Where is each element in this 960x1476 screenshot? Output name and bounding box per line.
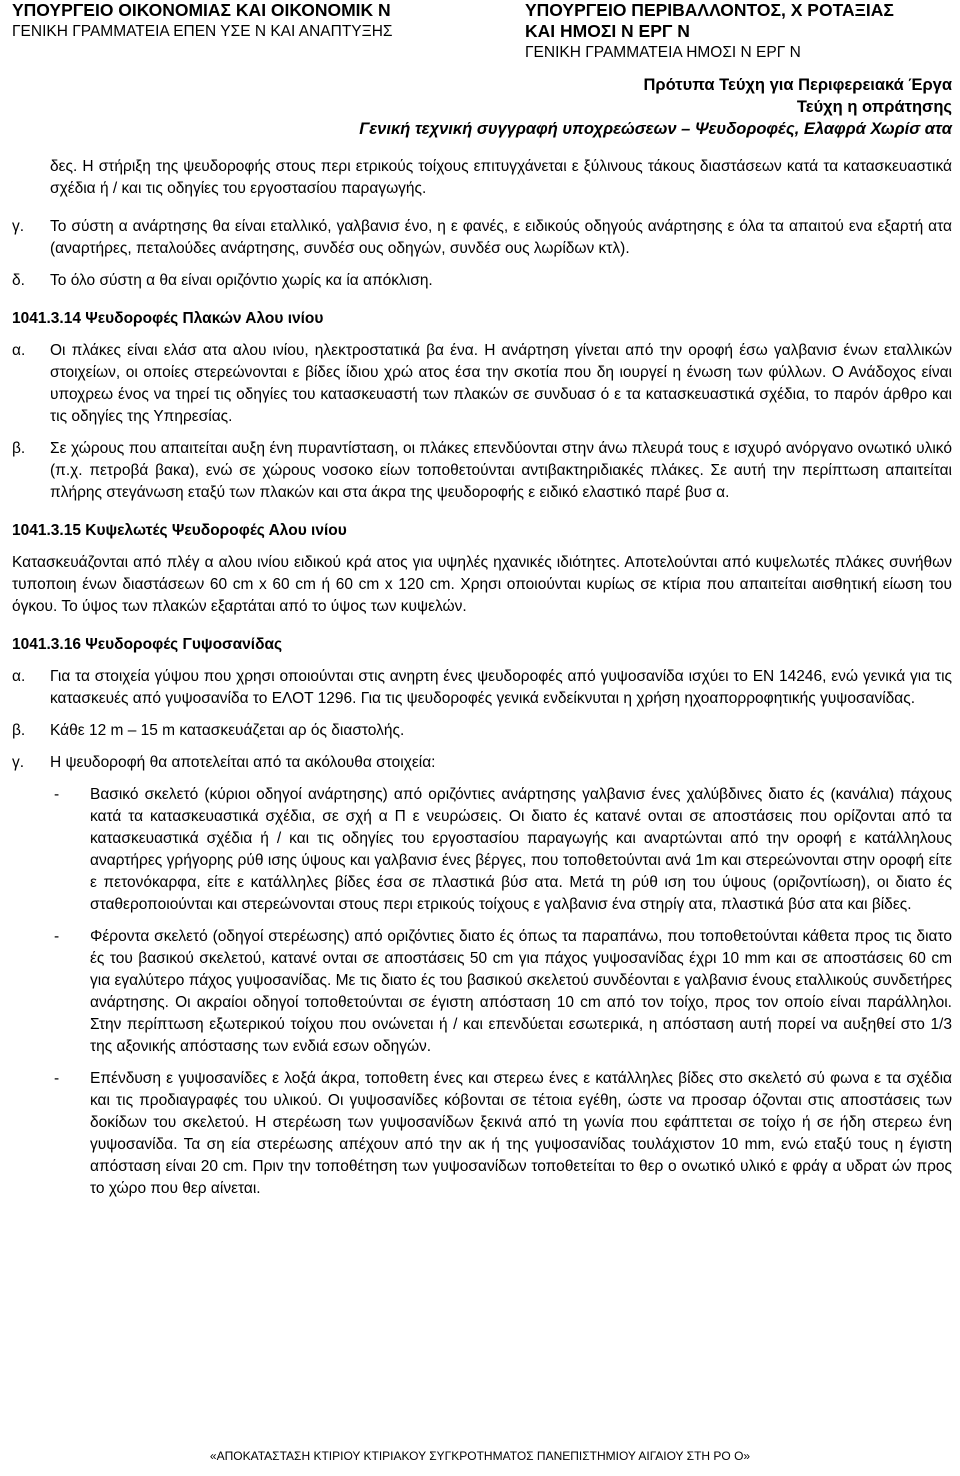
item-label: γ.	[12, 218, 25, 235]
list-item	[12, 438, 952, 504]
section-heading: 1041.3.16 Ψευδοροφές Γυψοσανίδας	[12, 636, 283, 653]
item-label: γ.	[12, 754, 25, 771]
dash-label: -	[54, 928, 60, 945]
dash-label: -	[54, 786, 60, 803]
doc-line-3: Γενική τεχνική συγγραφή υποχρεώσεων – Ψευδοροφές, Ελαφρά Χωρίσ ατα	[359, 120, 952, 138]
list-item	[12, 666, 952, 710]
document-subheader	[359, 74, 952, 140]
item-text: Η ψευδοροφή θα αποτελείται από τα ακόλουθα στοιχεία:	[50, 754, 436, 771]
section-heading: 1041.3.15 Κυψελωτές Ψευδοροφές Αλου ινίου	[12, 522, 347, 539]
dash-label: -	[54, 1070, 60, 1087]
doc-line-2: Τεύχη η οπράτησης	[796, 98, 952, 116]
list-item	[12, 216, 952, 260]
header-right-title-2: ΚΑΙ ΗΜΟΣΙ Ν ΕΡΓ Ν	[525, 21, 690, 41]
header-right	[525, 0, 955, 64]
dash-text: Φέροντα σκελετό (οδηγοί στερέωσης) από οριζόντιες διατο ές όπως τα παραπάνω, που τοποθετούνται κάθετα προς τις διατο ές του βασικού σκελετού, κατανέ ονται σε αποστάσεις 50 cm για πάχος γυψοσανίδας έχρι 10 mm και σε αποστάσεις 60 cm για εγαλύτερο πάχος γυψοσανίδας. Με τις διατο ές του βασικού σκελετού συνδέονται ε γαλβανισ ένους εταλλικούς συνδετήρες ανάρτησης. Οι ακραίοι οδηγοί τοποθετούνται σε έγιστη απόσταση 10 cm από τον τοίχο, προς τον οποίο είναι παράλληλοι. Στην περίπτωση εξωτερικού τοίχου που ονώνεται ή / και επενδύεται εσωτερικά, η απόσταση αυτή πορεί να αυξηθεί στο 1/3 της αξονικής απόστασης των ενδιά εσων οδηγών.	[90, 928, 952, 1055]
list-item	[12, 270, 952, 292]
list-item	[12, 720, 952, 742]
header-left	[12, 0, 502, 43]
dash-text: Βασικό σκελετό (κύριοι οδηγοί ανάρτησης) από οριζόντιες ανάρτησης γαλβανισ ένες χαλύβδινες διατο ές (κανάλια) πάχους κατά τα κατασκευαστικά σχέδια, σε σχή α Π ε νευρώσεις. Οι διατο ές κατανέ ονται σε αποστάσεις που ορίζονται από τα κατασκευαστικά σχέδια ή / και τις οδηγίες του εργοστασίου παραγωγής και αναρτώνται από την οροφή ε κατάλληλους αναρτήρες γρήγορης ρύθ ισης ύψους και γαλβανισ ένες βέργες, που τοποθετούνται ανά 1m και στερεώνονται στην οροφή είτε ε πετονόκαρφα, είτε ε κατάλληλες βίδες έσα σε πλαστικά βύσ ατα. Μετά τη ρύθ ιση του ύψους (οριζοντίωση), οι διατο ές σταθεροποιούνται και στερεώνονται στους περι ετρικούς τοίχους ε γαλβανισ ένα στηρίγ ατα, πλαστικά βύσ ατα και βίδες.	[90, 786, 952, 913]
document-body	[12, 156, 952, 1200]
item-label: α.	[12, 668, 26, 685]
header-left-title: ΥΠΟΥΡΓΕΙΟ ΟΙΚΟΝΟΜΙΑΣ ΚΑΙ ΟΙΚΟΝΟΜΙΚ Ν	[12, 0, 391, 20]
item-text: Το όλο σύστη α θα είναι οριζόντιο χωρίς κα ία απόκλιση.	[50, 272, 433, 289]
header-right-title-1: ΥΠΟΥΡΓΕΙΟ ΠΕΡΙΒΑΛΛΟΝΤΟΣ, Χ ΡΟΤΑΞΙΑΣ	[525, 0, 894, 20]
dash-item	[12, 784, 952, 916]
item-label: β.	[12, 440, 26, 457]
header-right-subtitle: ΓΕΝΙΚΗ ΓΡΑΜΜΑΤΕΙΑ ΗΜΟΣΙ Ν ΕΡΓ Ν	[525, 44, 801, 61]
item-text: Σε χώρους που απαιτείται αυξη ένη πυραντίσταση, οι πλάκες επενδύονται στην άνω πλευρά τους ε ισχυρό ανόργανο ονωτικό υλικό (π.χ. πετροβά βακα), ενώ σε χώρους νοσοκο είων τοποθετούνται αντιβακτηριδιακές πλάκες. Σε αυτή την περίπτωση απαιτείται πλήρης στεγάνωση εταξύ των πλακών και στα άκρα της ψευδοροφής ε ειδικό ελαστικό παρέ βυσ α.	[50, 440, 952, 501]
page-footer: «ΑΠΟΚΑΤΑΣΤΑΣΗ ΚΤΙΡΙΟΥ ΚΤΙΡΙΑΚΟΥ ΣΥΓΚΡΟΤΗΜΑΤΟΣ ΠΑΝΕΠΙΣΤΗΜΙΟΥ ΑΙΓΑΙΟΥ ΣΤΗ ΡΟ Ο»	[209, 1449, 751, 1463]
section-paragraph: Κατασκευάζονται από πλέγ α αλου ινίου ειδικού κρά ατος για υψηλές ηχανικές ιδιότητες. Αποτελούνται από κυψελωτές πλάκες συνήθων τυποποιη ένων διαστάσεων 60 cm x 60 cm ή 60 cm x 120 cm. Χρησι οποιούνται κυρίως σε κτίρια που απαιτείται αισθητική είωση του όγκου. Το ύψος των πλακών εξαρτάται από το ύψος των κυψελών.	[12, 554, 952, 615]
list-item	[12, 340, 952, 428]
item-text: Για τα στοιχεία γύψου που χρησι οποιούνται στις ανηρτη ένες ψευδοροφές από γυψοσανίδα ισχύει το ΕΝ 14246, ενώ γενικά για τις κατασκευές από γυψοσανίδα το ΕΛΟΤ 1296. Για τις ψευδοροφές γενικά ενδείκνυται η χρήση ηχοαπορροφητικής γυψοσανίδας.	[50, 668, 952, 707]
item-text: Κάθε 12 m – 15 m κατασκευάζεται αρ ός διαστολής.	[50, 722, 405, 739]
intro-text: δες. Η στήριξη της ψευδοροφής στους περι ετρικούς τοίχους επιτυγχάνεται ε ξύλινους τάκους διαστάσεων κατά τα κατασκευαστικά σχέδια ή / και τις οδηγίες του εργοστασίου παραγωγής.	[50, 158, 952, 197]
item-text: Το σύστη α ανάρτησης θα είναι εταλλικό, γαλβανισ ένο, η ε φανές, ε ειδικούς οδηγούς ανάρτησης ε όλα τα απαιτού ενα εξαρτή ατα (αναρτήρες, πεταλούδες ανάρτησης, συνδέσ ους οδηγών, συνδέσ ους λωρίδων κτλ).	[50, 218, 952, 257]
doc-line-1: Πρότυπα Τεύχη για Περιφερειακά Έργα	[643, 76, 952, 94]
item-label: α.	[12, 342, 26, 359]
item-label: β.	[12, 722, 26, 739]
item-text: Οι πλάκες είναι ελάσ ατα αλου ινίου, ηλεκτροστατικά βα ένα. Η ανάρτηση γίνεται από την οροφή έσω γαλβανισ ένων εταλλικών στοιχείων, οι οποίες στερεώνονται ε βίδες ίδιου χρώ ατος έσα την σκοτία που δη ιουργεί η ένωση των φύλλων. Ο Ανάδοχος είναι υποχρεω ένος να τηρεί τις οδηγίες του κατασκευαστή των πλακών σε συνδυασ ό ε τα κατασκευαστικά σχέδια, το παρόν άρθρο και τις οδηγίες της Υπηρεσίας.	[50, 342, 952, 425]
list-item	[12, 752, 952, 774]
intro-paragraph	[12, 156, 952, 200]
dash-item	[12, 1068, 952, 1200]
header-left-subtitle: ΓΕΝΙΚΗ ΓΡΑΜΜΑΤΕΙΑ ΕΠΕΝ ΥΣΕ Ν ΚΑΙ ΑΝΑΠΤΥΞΗΣ	[12, 23, 393, 40]
item-label: δ.	[12, 272, 25, 289]
dash-text: Επένδυση ε γυψοσανίδες ε λοξά άκρα, τοποθετη ένες και στερεω ένες ε κατάλληλες βίδες στο σκελετό σύ φωνα ε τα σχέδια και τις προδιαγραφές του υλικού. Οι γυψοσανίδες κόβονται σε τέτοια εγέθη, ώστε να προσαρ όζονται στις αποστάσεις των δοκίδων του σκελετού. Η στερέωση των γυψοσανίδων ξεκινά από τη γωνία που εφάπτεται σε τοίχο ή σε ήδη στερεω ένη γυψοσανίδα. Τα ση εία στερέωσης απέχουν από την ακ ή της γυψοσανίδας τουλάχιστον 10 mm, ενώ εταξύ τους η έγιστη απόσταση είναι 20 cm. Πριν την τοποθέτηση των γυψοσανίδων τοποθετείται το θερ ο ονωτικό υλικό ε φράγ α υδρατ ών προς το χώρο που θερ αίνεται.	[90, 1070, 952, 1197]
section-heading: 1041.3.14 Ψευδοροφές Πλακών Αλου ινίου	[12, 310, 324, 327]
dash-item	[12, 926, 952, 1058]
